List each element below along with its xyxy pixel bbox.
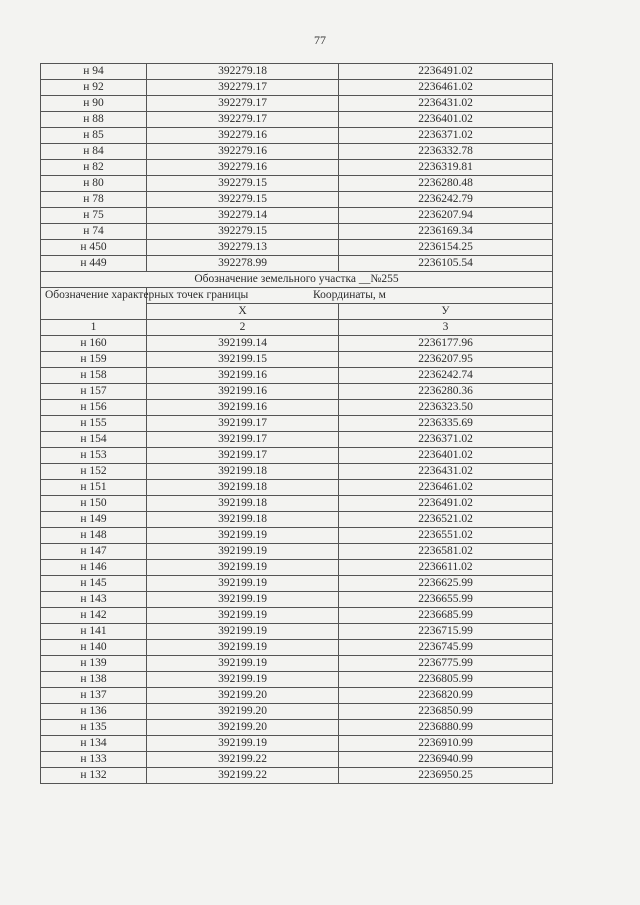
table-row <box>41 144 553 160</box>
x-coordinate-cell: 392199.19 <box>147 544 339 560</box>
point-cell: н 134 <box>41 736 147 752</box>
point-cell: н 132 <box>41 768 147 784</box>
column-number-row <box>41 320 553 336</box>
x-coordinate-cell: 392279.16 <box>147 144 339 160</box>
y-coordinate-cell: 2236461.02 <box>339 480 553 496</box>
x-coordinate-cell: 392199.18 <box>147 512 339 528</box>
y-coordinate-cell: 2236655.99 <box>339 592 553 608</box>
table-row <box>41 128 553 144</box>
y-coordinate-cell: 2236491.02 <box>339 64 553 80</box>
y-coordinate-cell: 2236940.99 <box>339 752 553 768</box>
table-row <box>41 544 553 560</box>
x-coordinate-cell: 392279.17 <box>147 112 339 128</box>
table-row <box>41 64 553 80</box>
section-title-row <box>41 272 553 288</box>
page-number: 77 <box>314 33 326 47</box>
point-cell: н 136 <box>41 704 147 720</box>
point-cell: н 75 <box>41 208 147 224</box>
point-cell: н 449 <box>41 256 147 272</box>
table-row <box>41 240 553 256</box>
table-row <box>41 768 553 784</box>
x-coordinate-cell: 392279.18 <box>147 64 339 80</box>
x-coordinate-cell: 392199.19 <box>147 672 339 688</box>
y-coordinate-cell: 2236280.48 <box>339 176 553 192</box>
table-row <box>41 656 553 672</box>
point-cell: н 94 <box>41 64 147 80</box>
x-coordinate-cell: 392199.19 <box>147 624 339 640</box>
x-coordinate-cell: 392199.19 <box>147 608 339 624</box>
table-row <box>41 576 553 592</box>
table-row <box>41 464 553 480</box>
x-coordinate-cell: 392278.99 <box>147 256 339 272</box>
table-row <box>41 608 553 624</box>
x-coordinate-cell: 392279.14 <box>147 208 339 224</box>
y-coordinate-cell: 2236820.99 <box>339 688 553 704</box>
point-cell: н 145 <box>41 576 147 592</box>
table-row <box>41 448 553 464</box>
table-row <box>41 416 553 432</box>
y-coordinate-cell: 2236332.78 <box>339 144 553 160</box>
x-coordinate-cell: 392279.16 <box>147 128 339 144</box>
point-cell: н 90 <box>41 96 147 112</box>
x-coordinate-cell: 392199.18 <box>147 480 339 496</box>
y-coordinate-cell: 2236685.99 <box>339 608 553 624</box>
table-row <box>41 160 553 176</box>
y-coordinate-cell: 2236207.95 <box>339 352 553 368</box>
x-coordinate-cell: 392199.20 <box>147 720 339 736</box>
y-coordinate-cell: 2236154.25 <box>339 240 553 256</box>
x-coordinate-cell: 392199.20 <box>147 688 339 704</box>
x-coordinate-cell: 392199.16 <box>147 384 339 400</box>
table-row <box>41 640 553 656</box>
column-number-1: 1 <box>41 320 147 336</box>
coordinates-table <box>40 63 553 784</box>
x-coordinate-cell: 392199.19 <box>147 560 339 576</box>
column-number-2: 2 <box>147 320 339 336</box>
table-row <box>41 752 553 768</box>
point-cell: н 151 <box>41 480 147 496</box>
table-row <box>41 224 553 240</box>
x-coordinate-cell: 392279.17 <box>147 80 339 96</box>
table-row <box>41 624 553 640</box>
x-coordinate-cell: 392199.19 <box>147 736 339 752</box>
point-cell: н 88 <box>41 112 147 128</box>
y-coordinate-cell: 2236371.02 <box>339 128 553 144</box>
y-coordinate-cell: 2236401.02 <box>339 448 553 464</box>
y-header: У <box>339 304 553 320</box>
table-row <box>41 672 553 688</box>
point-cell: н 80 <box>41 176 147 192</box>
y-coordinate-cell: 2236775.99 <box>339 656 553 672</box>
table-row <box>41 400 553 416</box>
y-coordinate-cell: 2236280.36 <box>339 384 553 400</box>
table-row <box>41 736 553 752</box>
section-title: Обозначение земельного участка __№255 <box>41 272 553 288</box>
point-cell: н 160 <box>41 336 147 352</box>
table-row <box>41 528 553 544</box>
y-coordinate-cell: 2236910.99 <box>339 736 553 752</box>
column-number-3: 3 <box>339 320 553 336</box>
x-coordinate-cell: 392199.14 <box>147 336 339 352</box>
table-row <box>41 208 553 224</box>
table-row <box>41 256 553 272</box>
x-coordinate-cell: 392279.16 <box>147 160 339 176</box>
y-coordinate-cell: 2236319.81 <box>339 160 553 176</box>
y-coordinate-cell: 2236169.34 <box>339 224 553 240</box>
x-coordinate-cell: 392199.17 <box>147 432 339 448</box>
table-row <box>41 512 553 528</box>
bottom-rows <box>41 336 553 784</box>
table-row <box>41 384 553 400</box>
point-cell: н 142 <box>41 608 147 624</box>
y-coordinate-cell: 2236551.02 <box>339 528 553 544</box>
y-coordinate-cell: 2236521.02 <box>339 512 553 528</box>
x-coordinate-cell: 392279.17 <box>147 96 339 112</box>
y-coordinate-cell: 2236950.25 <box>339 768 553 784</box>
y-coordinate-cell: 2236431.02 <box>339 96 553 112</box>
table-row <box>41 80 553 96</box>
x-coordinate-cell: 392199.17 <box>147 448 339 464</box>
point-cell: н 158 <box>41 368 147 384</box>
y-coordinate-cell: 2236242.79 <box>339 192 553 208</box>
x-coordinate-cell: 392279.15 <box>147 176 339 192</box>
y-coordinate-cell: 2236431.02 <box>339 464 553 480</box>
table-row <box>41 720 553 736</box>
y-coordinate-cell: 2236745.99 <box>339 640 553 656</box>
x-coordinate-cell: 392199.18 <box>147 496 339 512</box>
point-cell: н 138 <box>41 672 147 688</box>
y-coordinate-cell: 2236207.94 <box>339 208 553 224</box>
y-coordinate-cell: 2236491.02 <box>339 496 553 512</box>
y-coordinate-cell: 2236461.02 <box>339 80 553 96</box>
x-coordinate-cell: 392279.13 <box>147 240 339 256</box>
point-cell: н 157 <box>41 384 147 400</box>
table-row <box>41 176 553 192</box>
x-coordinate-cell: 392279.15 <box>147 192 339 208</box>
point-cell: н 133 <box>41 752 147 768</box>
point-cell: н 146 <box>41 560 147 576</box>
coords-label-header: Координаты, м <box>147 288 553 304</box>
y-coordinate-cell: 2236805.99 <box>339 672 553 688</box>
y-coordinate-cell: 2236625.99 <box>339 576 553 592</box>
point-cell: н 139 <box>41 656 147 672</box>
point-cell: н 140 <box>41 640 147 656</box>
point-cell: н 147 <box>41 544 147 560</box>
section-header <box>41 272 553 336</box>
x-coordinate-cell: 392279.15 <box>147 224 339 240</box>
point-cell: н 92 <box>41 80 147 96</box>
y-coordinate-cell: 2236105.54 <box>339 256 553 272</box>
point-cell: н 82 <box>41 160 147 176</box>
point-cell: н 159 <box>41 352 147 368</box>
y-coordinate-cell: 2236850.99 <box>339 704 553 720</box>
point-cell: н 141 <box>41 624 147 640</box>
table-row <box>41 352 553 368</box>
x-coordinate-cell: 392199.19 <box>147 640 339 656</box>
x-coordinate-cell: 392199.16 <box>147 400 339 416</box>
top-rows <box>41 64 553 272</box>
x-coordinate-cell: 392199.22 <box>147 752 339 768</box>
y-coordinate-cell: 2236335.69 <box>339 416 553 432</box>
table-row <box>41 480 553 496</box>
y-coordinate-cell: 2236880.99 <box>339 720 553 736</box>
table-row <box>41 96 553 112</box>
y-coordinate-cell: 2236715.99 <box>339 624 553 640</box>
point-cell: н 84 <box>41 144 147 160</box>
point-cell: н 450 <box>41 240 147 256</box>
y-coordinate-cell: 2236242.74 <box>339 368 553 384</box>
x-coordinate-cell: 392199.20 <box>147 704 339 720</box>
point-cell: н 149 <box>41 512 147 528</box>
point-cell: н 152 <box>41 464 147 480</box>
table-row <box>41 560 553 576</box>
y-coordinate-cell: 2236611.02 <box>339 560 553 576</box>
point-cell: н 85 <box>41 128 147 144</box>
point-cell: н 143 <box>41 592 147 608</box>
x-coordinate-cell: 392199.19 <box>147 576 339 592</box>
table-row <box>41 592 553 608</box>
table-row <box>41 112 553 128</box>
x-coordinate-cell: 392199.17 <box>147 416 339 432</box>
table-row <box>41 496 553 512</box>
point-cell: н 137 <box>41 688 147 704</box>
x-coordinate-cell: 392199.19 <box>147 592 339 608</box>
table-row <box>41 688 553 704</box>
table-row <box>41 368 553 384</box>
point-cell: н 153 <box>41 448 147 464</box>
point-cell: н 148 <box>41 528 147 544</box>
point-cell: н 135 <box>41 720 147 736</box>
x-coordinate-cell: 392199.22 <box>147 768 339 784</box>
point-cell: н 155 <box>41 416 147 432</box>
y-coordinate-cell: 2236401.02 <box>339 112 553 128</box>
y-coordinate-cell: 2236371.02 <box>339 432 553 448</box>
x-coordinate-cell: 392199.19 <box>147 528 339 544</box>
point-cell: н 156 <box>41 400 147 416</box>
point-label-header: Обозначение характерных точек границы <box>41 288 147 320</box>
y-coordinate-cell: 2236581.02 <box>339 544 553 560</box>
table-row <box>41 336 553 352</box>
point-cell: н 74 <box>41 224 147 240</box>
table-row <box>41 432 553 448</box>
x-header: Х <box>147 304 339 320</box>
x-coordinate-cell: 392199.19 <box>147 656 339 672</box>
y-coordinate-cell: 2236177.96 <box>339 336 553 352</box>
x-coordinate-cell: 392199.18 <box>147 464 339 480</box>
y-coordinate-cell: 2236323.50 <box>339 400 553 416</box>
table-row <box>41 192 553 208</box>
x-coordinate-cell: 392199.15 <box>147 352 339 368</box>
x-coordinate-cell: 392199.16 <box>147 368 339 384</box>
table-row <box>41 704 553 720</box>
point-cell: н 78 <box>41 192 147 208</box>
header-row <box>41 288 553 304</box>
point-cell: н 154 <box>41 432 147 448</box>
point-cell: н 150 <box>41 496 147 512</box>
